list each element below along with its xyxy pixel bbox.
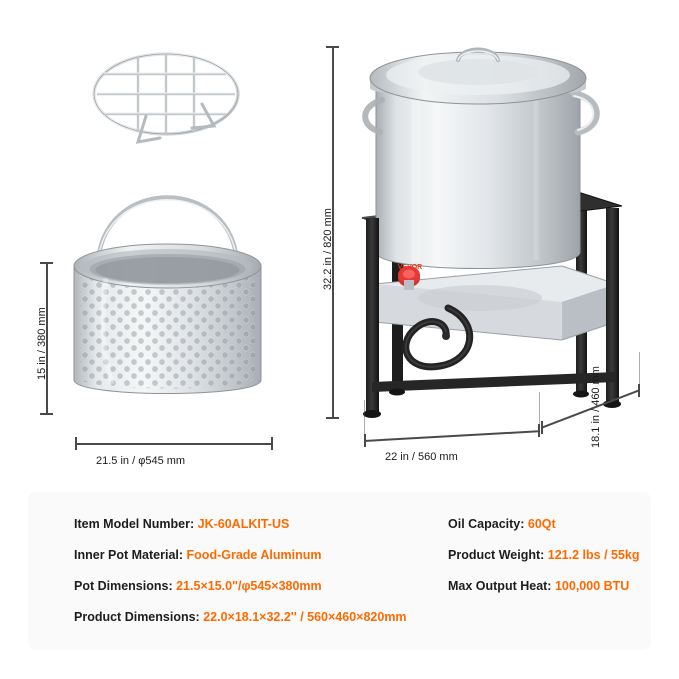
dim-basket-diameter-tick-right <box>271 437 273 450</box>
spec-value-max-output-heat: 100,000 BTU <box>554 579 630 593</box>
dim-basket-height-tick-top <box>40 262 53 264</box>
spec-value-product-dimensions: 22.0×18.1×32.2'' / 560×460×820mm <box>203 610 407 624</box>
dim-helper-line-right <box>539 392 540 432</box>
spec-label-oil-capacity: Oil Capacity: <box>448 517 525 531</box>
spec-value-model: JK-60ALKIT-US <box>197 517 290 531</box>
spec-value-product-weight: 121.2 lbs / 55kg <box>547 548 640 562</box>
dim-stand-depth-label: 18.1 in / 460 mm <box>590 366 602 448</box>
dim-stand-height-tick-top <box>326 46 339 48</box>
dim-basket-diameter-line <box>75 443 272 445</box>
spec-card <box>28 492 651 650</box>
dim-stand-height-label: 32.2 in / 820 mm <box>322 208 334 290</box>
spec-row-max-output-heat <box>448 578 678 594</box>
dim-basket-height-label: 15 in / 380 mm <box>36 307 48 380</box>
svg-text:VEVOR: VEVOR <box>397 264 423 271</box>
spec-row-product-weight <box>448 547 678 563</box>
strainer-basket-illustration <box>60 148 275 418</box>
spec-label-product-dimensions: Product Dimensions: <box>74 610 200 624</box>
spec-value-oil-capacity: 60Qt <box>527 517 556 531</box>
spec-label-material: Inner Pot Material: <box>74 548 184 562</box>
spec-label-max-output-heat: Max Output Heat: <box>448 579 552 593</box>
spec-label-product-weight: Product Weight: <box>448 548 545 562</box>
spec-row-material <box>74 547 434 563</box>
dim-basket-height-tick-bottom <box>40 413 53 415</box>
dim-stand-height-tick-bottom <box>326 417 339 419</box>
spec-value-material: Food-Grade Aluminum <box>186 548 322 562</box>
wire-rack-illustration <box>86 42 246 152</box>
dim-stand-depth-tick-near <box>541 421 543 434</box>
dim-helper-line-left <box>364 400 365 440</box>
spec-row-oil-capacity <box>448 516 678 532</box>
spec-row-pot-dimensions <box>74 578 434 594</box>
spec-row-product-dimensions <box>74 609 434 625</box>
burner-stand-illustration <box>330 22 660 462</box>
spec-column-right <box>448 516 678 609</box>
spec-label-pot-dimensions: Pot Dimensions: <box>74 579 173 593</box>
spec-value-pot-dimensions: 21.5×15.0"/φ545×380mm <box>176 579 322 593</box>
dim-basket-diameter-tick-left <box>75 437 77 450</box>
dim-basket-diameter-label: 21.5 in / φ545 mm <box>96 455 186 467</box>
spec-row-model <box>74 516 434 532</box>
spec-column-left <box>74 516 434 640</box>
spec-label-model: Item Model Number: <box>74 517 195 531</box>
dim-helper-line-back <box>639 352 640 390</box>
dim-stand-width-label: 22 in / 560 mm <box>385 451 458 463</box>
